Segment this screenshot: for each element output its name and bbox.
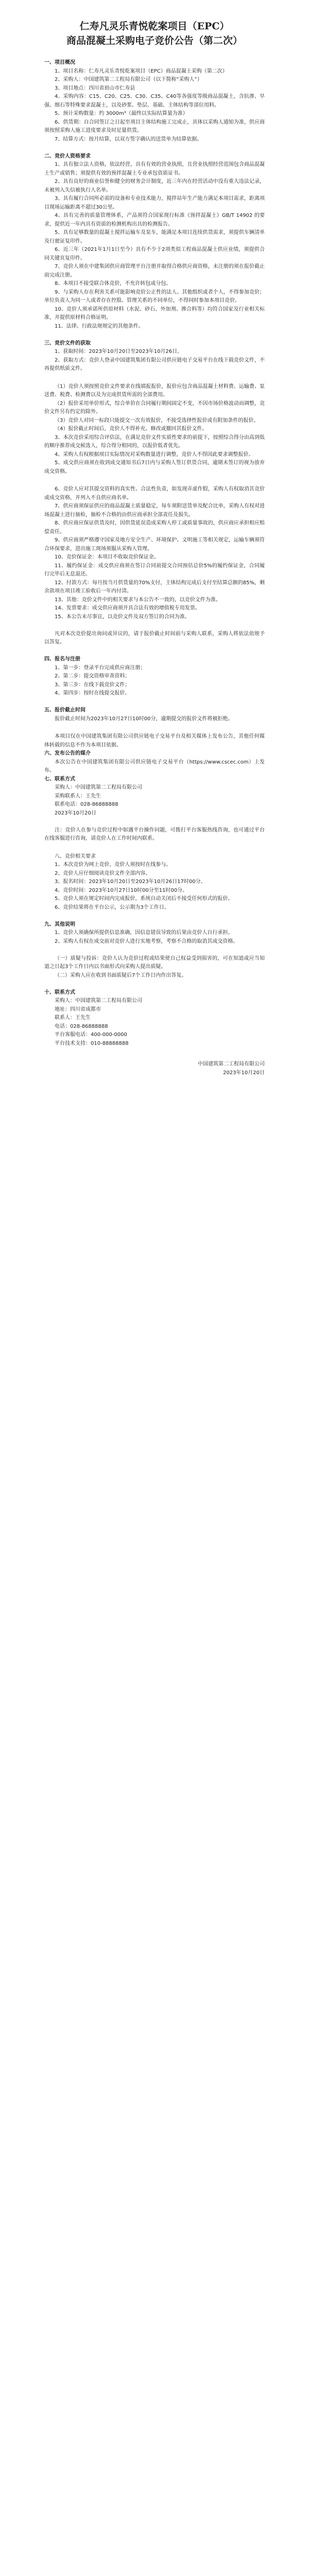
section-gap bbox=[44, 843, 265, 853]
paragraph: 3、项目地点：四川省眉山市仁寿县 bbox=[55, 85, 135, 91]
section-block-5 bbox=[44, 853, 265, 1048]
paragraph: 本项目仅在中国建筑集团有限公司供应链电子交易平台及相关媒体上发布公告，其他任何媒体转载的信息不作为本项目依据。 bbox=[44, 734, 265, 748]
paragraph: 八、竞价相关要求 bbox=[55, 853, 96, 859]
paragraph: 本次公告在中国建筑集团有限公司供应链电子交易平台（https://www.cscec.com）上发布。 bbox=[44, 759, 265, 773]
section-heading: 五、报价截止时间 bbox=[44, 707, 85, 713]
section-heading: 十、联系方式 bbox=[44, 989, 75, 995]
section-block-4 bbox=[44, 733, 265, 843]
paragraph: 4、采购人有权根据项目实际情况对采购数量进行调整，竞价人不得因此要求调整报价。 bbox=[55, 451, 254, 457]
section-block-1 bbox=[44, 59, 265, 374]
paragraph: 10、竞价保证金：本项目不收取竞价保证金。 bbox=[55, 554, 159, 560]
paragraph: 地址：四川省成都市 bbox=[55, 1006, 101, 1012]
paragraph: 7、竞价人须在中建集团供应商管理平台注册并取得合格供应商资格，未注册的须在报价截止前完成注册。 bbox=[44, 264, 265, 278]
paragraph: 6、竞价结果将在平台公示，公示期为3个工作日。 bbox=[55, 904, 169, 910]
paragraph: 3、报名时间：2023年10月20日至2023年10月26日17时00分。 bbox=[55, 879, 206, 885]
paragraph: 2、获取方式：竞价人登录中国建筑集团有限公司供应链电子交易平台在线下载竞价文件，不再提供纸质文件。 bbox=[44, 357, 265, 371]
paragraph: 10、竞价人须承诺所供原材料（水泥、砂石、外加剂、掺合料等）均符合国家及行业相关标准，并提供原材料合格证明。 bbox=[44, 306, 265, 320]
section-heading: 四、报名与注册 bbox=[44, 656, 80, 662]
paragraph-spacer bbox=[44, 647, 265, 656]
paragraph: 5、竞价人须在规定时间内完成报价，系统自动关闭后不接受任何形式的报价。 bbox=[55, 896, 233, 902]
paragraph: 采购人：中国建筑第二工程局有限公司 bbox=[55, 785, 142, 790]
paragraph: 8、本项目不接受联合体竞价，不允许转包或分包。 bbox=[55, 281, 171, 286]
paragraph: （二）采购人应在收到书面质疑后7个工作日内作出答复。 bbox=[55, 972, 187, 978]
paragraph: 7、供应商须保证供应的商品混凝土质量稳定，每车须附送货单及配合比单，采购人有权对进场混凝土进行抽检，抽检不合格的由供应商承担全部责任及损失。 bbox=[44, 503, 265, 518]
paragraph: 平台技术支持：010-88888888 bbox=[55, 1040, 129, 1046]
section-heading: 七、联系方式 bbox=[44, 776, 75, 782]
paragraph: （2）报价采用单价形式，综合单价在合同履行期间固定不变，不因市场价格波动而调整，竞价文件另有约定的除外。 bbox=[44, 400, 265, 415]
section-heading: 二、竞价人资格要求 bbox=[44, 153, 91, 159]
paragraph: 1、本次竞价为网上竞价，竞价人须按时在线参与。 bbox=[55, 862, 171, 868]
paragraph-spacer bbox=[44, 144, 265, 152]
paragraph: 9、供应商须严格遵守国家及地方安全生产、环境保护、文明施工等相关规定，运输车辆须符合环保要求，进出施工现场须服从采购人管理。 bbox=[44, 537, 265, 552]
paragraph-spacer bbox=[44, 946, 265, 955]
section-heading: 九、其他说明 bbox=[44, 921, 75, 927]
paragraph: 4、具有完善的质量管理体系，产品须符合国家现行标准《预拌混凝土》GB/T 14902 的要求，提供近一年内具有资质的检测机构出具的检测报告。 bbox=[44, 213, 265, 227]
paragraph-spacer bbox=[44, 912, 265, 921]
paragraph: 2、具有良好的商业信誉和健全的财务会计制度，近三年内在经营活动中没有重大违法记录，未被列入失信被执行人名单。 bbox=[44, 179, 265, 193]
paragraph: 注：竞价人在参与竞价过程中如遇平台操作问题，可拨打平台客服热线咨询，也可通过平台在线客服进行咨询，请竞价人在工作时间内联系。 bbox=[44, 827, 265, 841]
paragraph: 1、具有独立法人资格，依法经营，具有有效的营业执照，且营业执照经营范围包含商品混凝土生产或销售；须提供有效的预拌混凝土专业承包资质证书。 bbox=[44, 162, 265, 176]
paragraph: 11、履约保证金：成交供应商须在签订合同前提交合同预估总价5%的履约保证金，合同履行完毕后无息退还。 bbox=[44, 563, 265, 577]
paragraph: 2、竞价人应仔细阅读竞价文件全部内容。 bbox=[55, 870, 151, 876]
paragraph: 5、具有足够数量的混凝土搅拌运输车及泵车，能满足本项目连续供货需求，须提供车辆清单及行驶证复印件。 bbox=[44, 230, 265, 244]
paragraph-spacer bbox=[44, 621, 265, 630]
paragraph: 2023年10月20日 bbox=[55, 810, 96, 816]
paragraph: 3、第三步：在线下载竞价文件； bbox=[55, 682, 130, 688]
section-gap bbox=[44, 374, 265, 383]
section-gap bbox=[44, 476, 265, 485]
section-block-3 bbox=[44, 485, 265, 723]
paragraph-spacer bbox=[44, 331, 265, 340]
document-subtitle: 商品混凝土采购电子竞价公告（第二次） bbox=[66, 35, 243, 46]
paragraph: （一）质疑与投诉：竞价人认为竞价过程或结果使自己权益受到损害的，可在知道或应当知道之日起3个工作日内以书面形式向采购人提出质疑。 bbox=[44, 955, 265, 970]
paragraph: 6、近三年（2021年1月1日至今）具有不少于2项类似工程商品混凝土供应业绩，须提供合同关键页复印件。 bbox=[44, 247, 265, 261]
paragraph: 1、第一步：登录平台完成供应商注册； bbox=[55, 665, 146, 671]
paragraph-spacer bbox=[44, 818, 265, 826]
section-heading: 六、发布公告的媒介 bbox=[44, 751, 91, 756]
paragraph: 6、竞价人应对其提交资料的真实性、合法性负责，如发现弄虚作假，采购人有权取消其竞价或成交资格，并列入不良供应商名单。 bbox=[44, 486, 265, 501]
signature-org: 中国建筑第二工程局有限公司 bbox=[198, 1061, 265, 1067]
paragraph: 联系人：王先生 bbox=[55, 1015, 91, 1021]
paragraph-spacer bbox=[44, 980, 265, 989]
paragraph: 4、第四步：按时在线提交报价。 bbox=[55, 690, 130, 696]
paragraph: 9、与采购人存在利害关系可能影响竞价公正性的法人、其他组织或者个人，不得参加竞价；单位负责人为同一人或者存在控股、管理关系的不同单位，不得同时参加本项目竞价。 bbox=[44, 289, 265, 303]
paragraph: 8、供应商应保证供货及时，因供货延误造成采购人停工或质量事故的，供应商应承担相应赔偿责任。 bbox=[44, 520, 265, 535]
paragraph: 1、项目名称：仁寿凡灵乐青悦乾案项目（EPC）商品混凝土采购（第二次） bbox=[55, 68, 228, 74]
paragraph: 11、法律、行政法规规定的其他条件。 bbox=[55, 323, 144, 329]
paragraph: （4）报价截止时间后，竞价人不得补充、修改或撤回其报价文件。 bbox=[55, 426, 208, 432]
paragraph: 电话：028-86888888 bbox=[55, 1023, 108, 1029]
paragraph: 3、具有履行合同所必需的设备和专业技术能力，搅拌站年生产能力满足本项目需求，距离项目现场运输距离不超过30公里。 bbox=[44, 196, 265, 210]
section-heading: 一、项目概况 bbox=[44, 60, 75, 65]
section-block-2 bbox=[44, 383, 265, 477]
paragraph: 2、采购人有权在成交前对竞价人进行实地考察，考察不合格的取消其成交资格。 bbox=[55, 938, 238, 944]
section-gap bbox=[44, 723, 265, 733]
paragraph: 平台客服电话：400-000-0000 bbox=[55, 1032, 127, 1038]
document-title: 仁寿凡灵乐青悦乾案项目（EPC） bbox=[79, 21, 230, 32]
paragraph: （1）竞价人须按照竞价文件要求在线填报报价，报价应包含商品混凝土材料费、运输费、泵送费、税费、检测费以及为完成供货所需的全部费用。 bbox=[44, 383, 265, 398]
paragraph: 1、获取时间：2023年10月20日至2023年10月26日。 bbox=[55, 349, 183, 354]
paragraph: 联系电话：028-86888888 bbox=[55, 802, 118, 807]
paragraph: （3）竞价人对同一标段只能提交一次有效报价，不接受选择性报价或有附加条件的报价。 bbox=[55, 417, 259, 423]
paragraph: 2、第二步：提交资格审查资料； bbox=[55, 673, 130, 679]
signature-block bbox=[44, 1060, 265, 1077]
paragraph: 报价截止时间为2023年10月27日10时00分，逾期提交的报价文件将被拒绝。 bbox=[55, 716, 233, 722]
paragraph: 3、本次竞价采用综合评估法，在满足竞价文件实质性要求的前提下，按照综合得分由高到低的顺序推荐成交候选人，综合得分相同的，以报价低者优先。 bbox=[44, 434, 265, 449]
paragraph: 5、成交供应商须在收到成交通知书后7日内与采购人签订供货合同，逾期未签订的视为放弃成交资格。 bbox=[44, 460, 265, 474]
paragraph: 1、竞价人须确保所提供信息准确，因信息错误导致的后果由竞价人自行承担。 bbox=[55, 930, 233, 936]
section-heading: 三、竞价文件的获取 bbox=[44, 340, 91, 346]
paragraph: 14、发票要求：成交供应商须开具合法有效的增值税专用发票。 bbox=[55, 605, 200, 611]
paragraph: 凡对本次竞价提出询问或异议的，请于报价截止时间前与采购人联系，采购人将依法依规予以答复。 bbox=[44, 631, 265, 645]
paragraph: 13、其他：竞价文件中的相关要求与本公告不一致的，以竞价文件为准。 bbox=[55, 597, 221, 603]
paragraph-spacer bbox=[44, 698, 265, 707]
paragraph: 4、竞价时间：2023年10月27日10时00分至11时00分。 bbox=[55, 887, 188, 893]
paragraph: 15、本公告未尽事宜，以竞价文件及双方签订的合同为准。 bbox=[55, 614, 190, 620]
paragraph: 7、结算方式：按月结算，以双方签字确认的送货单为结算依据。 bbox=[55, 136, 202, 142]
paragraph: 采购联系人：王先生 bbox=[55, 793, 101, 799]
paragraph: 4、采购内容：C15、C20、C25、C30、C35、C40等各强度等级商品混凝土，含抗渗、早强、细石等特殊要求混凝土，以及砂浆、垫层、基础、主体结构等部位用料。 bbox=[44, 94, 265, 108]
paragraph: 2、采购人：中国建筑第二工程局有限公司（以下简称“采购人”） bbox=[55, 77, 202, 82]
signature-date: 2023年10月20日 bbox=[223, 1070, 265, 1076]
paragraph: 6、供货期：自合同签订之日起至项目主体结构施工完成止，具体以采购人通知为准，供应商须按照采购人施工进度要求及时足量供货。 bbox=[44, 119, 265, 133]
paragraph: 采购人：中国建筑第二工程局有限公司 bbox=[55, 998, 142, 1004]
paragraph: 12、付款方式：每月按当月供货量的70%支付，主体结构完成后支付至结算总额的85%，剩余款项在项目竣工验收后一年内付清。 bbox=[44, 580, 265, 594]
paragraph: 5、预计采购数量：约 3000m³（最终以实际结算量为准） bbox=[55, 111, 188, 116]
